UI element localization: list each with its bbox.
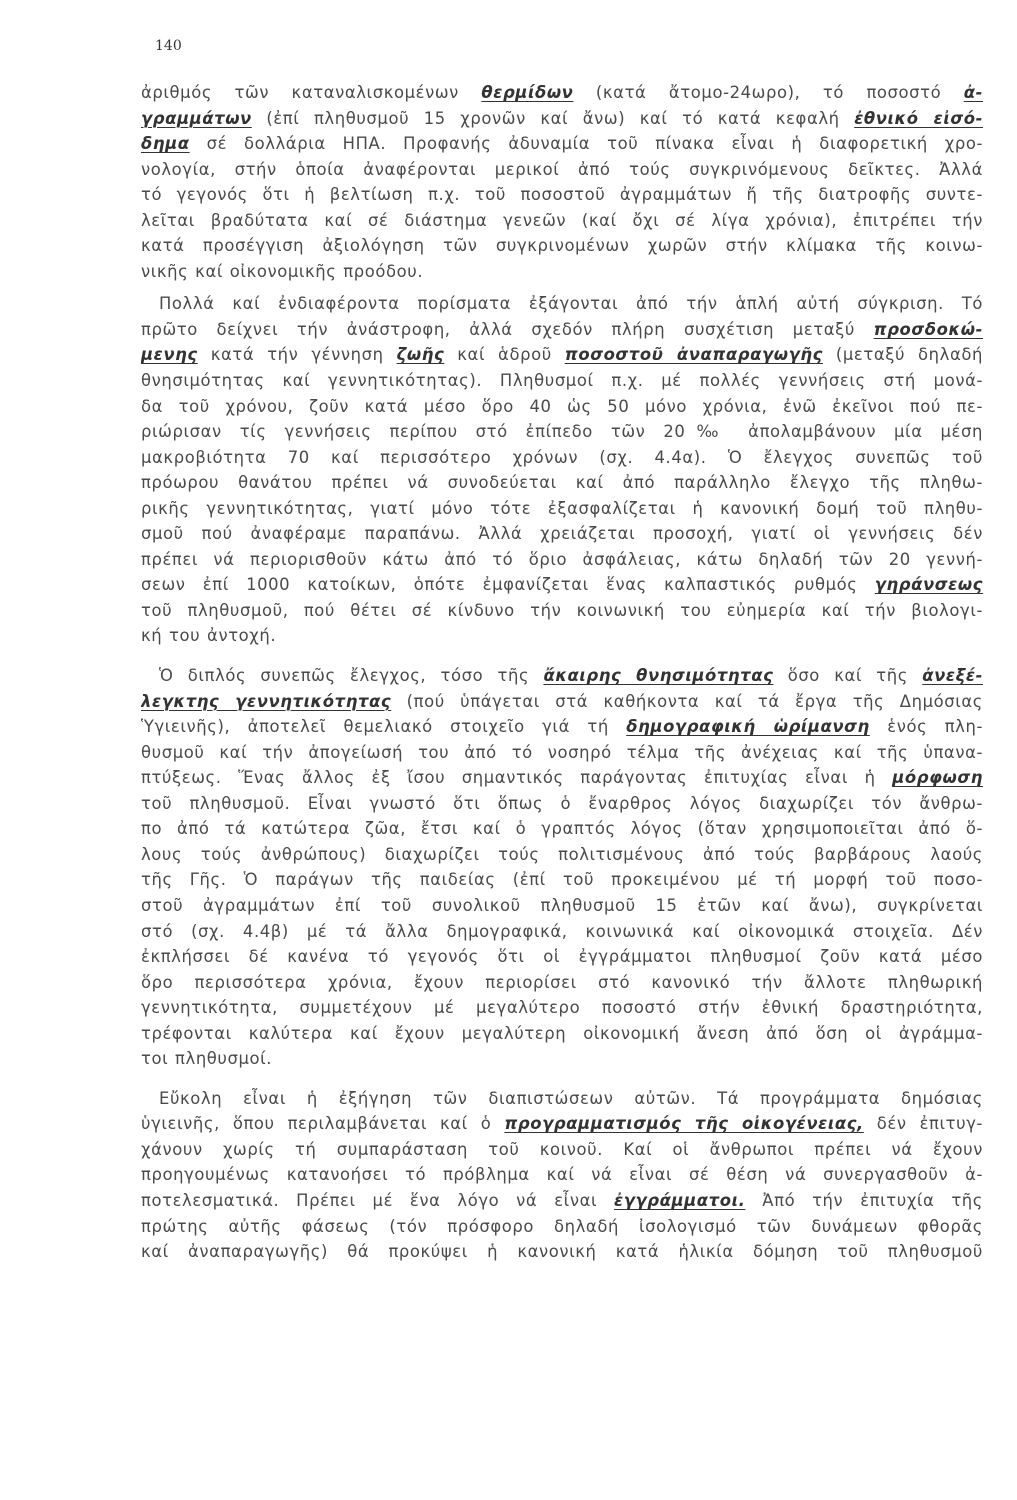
text-line: πρῶτο δείχνει τήν ἀνάστροφη, ἀλλά σχεδόν πλήρη συσχέτιση μεταξύ προσδοκώ- [141, 319, 983, 339]
text-line: Ὁ διπλός συνεπῶς ἔλεγχος, τόσο τῆς ἄκαιρης θνησιμότητας ὅσο καί τῆς ἀνεξέ- [159, 666, 983, 686]
emphasized-term: μενης [141, 345, 198, 365]
text-line: ριώρισαν τίς γεννήσεις περίπου στό ἐπίπεδο τῶν 20‰ ἀπολαμβάνουν μία μέση [141, 422, 983, 442]
text-line: νολογία, στήν ὁποία ἀναφέρονται μερικοί ἀπό τούς συγκρινόμενους δεῖκτες. Ἀλλά [141, 159, 983, 179]
text-line: στό (σχ. 4.4β) μέ τά ἄλλα δημογραφικά, κοινωνικά καί οἰκονομικά στοιχεῖα. Δέν [141, 921, 983, 941]
text-line: σμοῦ πού ἀναφέραμε παραπάνω. Ἀλλά χρειάζεται προσοχή, γιατί οἱ γεννήσεις δέν [141, 524, 983, 544]
text-line: ὑγιεινῆς, ὅπου περιλαμβάνεται καί ὁ προγραμματισμός τῆς οἰκογένειας, δέν ἐπιτυγ- [141, 1114, 983, 1134]
emphasized-term: ἀ- [963, 83, 983, 102]
text-line: ὅρο περισσότερα χρόνια, ἔχουν περιορίσει στό κανονικό τήν ἄλλοτε πληθωρική [141, 972, 983, 992]
text-line: τοι πληθυσμοί. [141, 1049, 273, 1069]
text-line: μενης κατά τήν γέννηση ζωῆς καί ἁδροῦ ποσοστοῦ ἀναπαραγωγῆς (μεταξύ δηλαδή [141, 345, 983, 365]
emphasized-term: ποσοστοῦ ἀναπαραγωγῆς [564, 345, 823, 365]
text-line: λεῖται βραδύτατα καί σέ διάστημα γενεῶν (καί ὄχι σέ λίγα χρόνια), ἐπιτρέπει τήν [141, 210, 983, 230]
text-line: ἀριθμός τῶν καταναλισκομένων θερμίδων (κατά ἄτομο-24ωρο), τό ποσοστό ἀ- [141, 83, 983, 102]
emphasized-term: ζωῆς [396, 345, 445, 365]
text-line: γεννητικότητα, συμμετέχουν μέ μεγαλύτερο ποσοστό στήν ἐθνική δραστηριότητα, [141, 998, 983, 1018]
text-line: Πολλά καί ἐνδιαφέροντα πορίσματα ἐξάγονται ἀπό τήν ἁπλή αὐτή σύγκριση. Τό [159, 294, 983, 314]
paragraph-1 [141, 80, 983, 284]
text-line: μακροβιότητα 70 καί περισσότερο χρόνων (σχ. 4.4α). Ὁ ἔλεγχος συνεπῶς τοῦ [141, 447, 983, 467]
emphasized-term: ἐθνικό εἰσό- [854, 108, 983, 128]
paragraph-gap [141, 284, 983, 291]
text-line: καί ἀναπαραγωγῆς) θά προκύψει ἡ κανονική κατά ἡλικία δόμηση τοῦ πληθυσμοῦ [141, 1242, 983, 1262]
emphasized-term: δημα [141, 134, 190, 154]
text-line: ποτελεσματικά. Πρέπει μέ ἕνα λόγο νά εἶναι ἐγγράμματοι. Ἀπό τήν ἐπιτυχία τῆς [141, 1190, 983, 1210]
emphasized-term: γηράνσεως [874, 575, 983, 595]
text-line: πρόωρου θανάτου πρέπει νά συνοδεύεται καί ἀπό παράλληλο ἔλεγχο τῆς πληθω- [141, 473, 983, 493]
emphasized-term: προγραμματισμός τῆς οἰκογένειας, [504, 1114, 864, 1134]
paragraph-4 [141, 1086, 983, 1265]
emphasized-term: προσδοκώ- [873, 319, 983, 339]
text-line: γραμμάτων (ἐπί πληθυσμοῦ 15 χρονῶν καί ἄνω) καί τό κατά κεφαλή ἐθνικό εἰσό- [141, 108, 983, 128]
emphasized-term: δημογραφική ὡρίμανση [626, 717, 870, 737]
paragraph-2 [141, 291, 983, 649]
paragraph-gap [141, 1072, 983, 1086]
text-line: θυσμοῦ καί τήν ἀπογείωσή του ἀπό τό νοσηρό τέλμα τῆς ἀνέχειας καί τῆς ὑπανα- [141, 742, 983, 762]
text-line: θνησιμότητας καί γεννητικότητας). Πληθυσμοί π.χ. μέ πολλές γεννήσεις στή μονά- [141, 371, 983, 391]
text-line: τοῦ πληθυσμοῦ. Εἶναι γνωστό ὅτι ὅπως ὁ ἔναρθρος λόγος διαχωρίζει τόν ἄνθρω- [141, 793, 983, 813]
emphasized-term: γραμμάτων [141, 108, 252, 128]
emphasized-term: ἐγγράμματοι. [614, 1190, 746, 1210]
text-line: ρικῆς γεννητικότητας, γιατί μόνο τότε ἐξασφαλίζεται ἡ κανονική δομή τοῦ πληθυ- [141, 498, 983, 518]
text-line: δημα σέ δολλάρια ΗΠΑ. Προφανής ἀδυναμία τοῦ πίνακα εἶναι ἡ διαφορετική χρο- [141, 134, 983, 154]
text-line: λεγκτης γεννητικότητας (πού ὑπάγεται στά καθήκοντα καί τά ἔργα τῆς Δημόσιας [141, 691, 983, 711]
paragraph-gap [141, 649, 983, 663]
body-text [141, 80, 983, 1265]
emphasized-term: λεγκτης γεννητικότητας [141, 691, 392, 711]
text-line: νικῆς καί οἰκονομικῆς προόδου. [141, 261, 424, 281]
text-line: ἐκπλήσσει δέ κανένα τό γεγονός ὅτι οἱ ἐγγράμματοι πληθυσμοί ζοῦν κατά μέσο [141, 947, 983, 967]
emphasized-term: ἄκαιρης θνησιμότητας [543, 666, 774, 686]
text-line: πο ἀπό τά κατώτερα ζῶα, ἔτσι καί ὁ γραπτός λόγος (ὅταν χρησιμοποιεῖται ἀπό ὅ- [141, 819, 983, 839]
emphasized-term: ἀνεξέ- [922, 666, 983, 686]
text-line: χάνουν χωρίς τή συμπαράσταση τοῦ κοινοῦ. Καί οἱ ἄνθρωποι πρέπει νά ἔχουν [141, 1139, 983, 1159]
text-line: τῆς Γῆς. Ὁ παράγων τῆς παιδείας (ἐπί τοῦ προκειμένου μέ τή μορφή τοῦ ποσο- [141, 870, 983, 890]
text-line: λους τούς ἀνθρώπους) διαχωρίζει τούς πολιτισμένους ἀπό τούς βαρβάρους λαούς [141, 844, 983, 864]
text-line: τρέφονται καλύτερα καί ἔχουν μεγαλύτερη οἰκονομική ἄνεση ἀπό ὅση οἱ ἀγράμμα- [141, 1023, 983, 1043]
text-line: πρέπει νά περιορισθοῦν κάτω ἀπό τό ὅριο ἀσφάλειας, κάτω δηλαδή τῶν 20 γεννή- [141, 549, 983, 569]
text-line: Ὑγιεινῆς), ἀποτελεῖ θεμελιακό στοιχεῖο γιά τή δημογραφική ὡρίμανση ἑνός πλη- [141, 717, 983, 737]
text-line: πτύξεως. Ἕνας ἄλλος ἐξ ἴσου σημαντικός παράγοντας ἐπιτυχίας εἶναι ἡ μόρφωση [141, 768, 983, 788]
paragraph-3 [141, 663, 983, 1072]
text-line: πρώτης αὐτῆς φάσεως (τόν πρόσφορο δηλαδή ἰσολογισμό τῶν δυνάμεων φθορᾶς [141, 1216, 983, 1236]
text-line: στοῦ ἀγραμμάτων ἐπί τοῦ συνολικοῦ πληθυσμοῦ 15 ἐτῶν καί ἄνω), συγκρίνεται [141, 895, 983, 915]
text-line: δα τοῦ χρόνου, ζοῦν κατά μέσο ὅρο 40 ὡς 50 μόνο χρόνια, ἐνῶ ἐκεῖνοι πού πε- [141, 396, 983, 416]
text-line: Εὔκολη εἶναι ἡ ἐξήγηση τῶν διαπιστώσεων αὐτῶν. Τά προγράμματα δημόσιας [159, 1088, 983, 1108]
text-line: τοῦ πληθυσμοῦ, πού θέτει σέ κίνδυνο τήν κοινωνική του εὐημερία καί τήν βιολογι- [141, 600, 983, 620]
text-line: κή του ἀντοχή. [141, 626, 277, 646]
emphasized-term: μόρφωση [892, 768, 983, 788]
text-line: τό γεγονός ὅτι ἡ βελτίωση π.χ. τοῦ ποσοστοῦ ἀγραμμάτων ἤ τῆς διατροφῆς συντε- [141, 185, 983, 205]
text-line: προηγουμένως κατανοήσει τό πρόβλημα καί νά εἶναι σέ θέση νά συνεργασθοῦν ἀ- [141, 1165, 983, 1185]
emphasized-term: θερμίδων [481, 83, 574, 102]
text-line: σεων ἐπί 1000 κατοίκων, ὁπότε ἐμφανίζεται ἕνας καλπαστικός ρυθμός γηράνσεως [141, 575, 983, 595]
page-number: 140 [155, 38, 182, 54]
text-line: κατά προσέγγιση ἀξιολόγηση τῶν συγκρινομένων χωρῶν στήν κλίμακα τῆς κοινω- [141, 236, 983, 256]
